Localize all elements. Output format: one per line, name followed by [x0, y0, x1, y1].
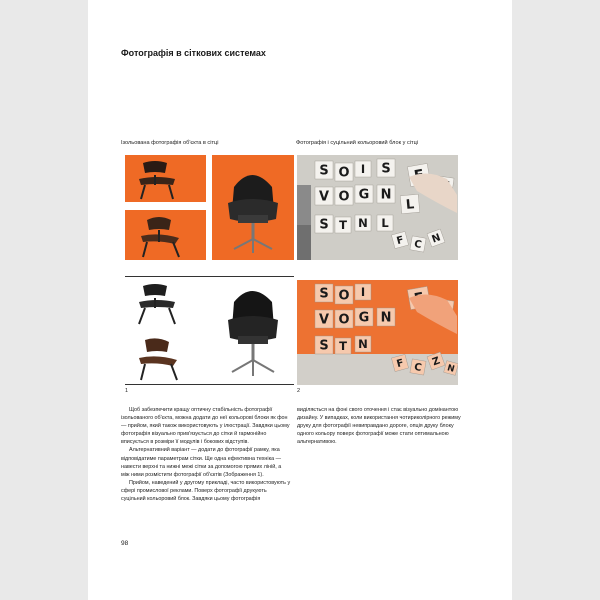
letter-tile-text: S: [319, 338, 329, 354]
letter-tile-text: Z: [431, 355, 442, 369]
dcw-chair-side-image: [125, 155, 206, 202]
letter-tile-text: O: [338, 288, 350, 304]
letter-tile-text: I: [360, 285, 366, 299]
dcw-chair-angle-image: [125, 210, 206, 260]
right-figure-caption: Фотографія і суцільний кольоровий блок у сітці: [296, 140, 419, 146]
letter-tiles-photo: [297, 155, 458, 260]
letter-tile-text: O: [338, 189, 350, 205]
letter-tile-text: L: [381, 216, 389, 230]
letter-tiles-image: [297, 155, 458, 260]
letter-tile-text: C: [413, 361, 423, 375]
letter-tile-text: S: [319, 286, 329, 302]
body-text-right-column: [297, 406, 467, 446]
letter-tile-text: N: [380, 187, 392, 203]
body-paragraph: Прийом, наведений у другому прикладі, часто використовують у сфері промислової реклами. Поверх фотографії друкують суцільний кольоровий блок. Завдяки цьому фотографія: [121, 479, 291, 503]
letter-tile-text: N: [380, 310, 392, 326]
letter-tile-text: S: [319, 217, 329, 233]
letter-tile-text: V: [318, 312, 330, 328]
body-paragraph: виділяється на фоні свого оточення і стає візуально домінантою дизайну. У випадках, коли використання чотириколірного режиму друку для фотографії невиправдано дороге, опція друку блоку одного кольору поверх фотографії може стати оптимальною альтернативою.: [297, 407, 461, 446]
dcw-chair-white-image: [125, 280, 206, 328]
dcw-chair-white-angle-image: [125, 334, 206, 382]
orange-block-chair-2: [125, 210, 206, 260]
figure-number-1: 1: [125, 388, 129, 394]
letter-tile-text: T: [339, 339, 347, 353]
orange-block-chair-1: [125, 155, 206, 202]
letter-tile-text: N: [445, 363, 456, 375]
letter-tile-text: L: [405, 197, 415, 213]
grid-top-rule: [125, 276, 294, 277]
figure-number-2: 2: [297, 388, 301, 394]
armchair-image: [212, 155, 294, 260]
armchair-white-image: [212, 280, 294, 382]
body-paragraph: Щоб забезпечити кращу оптичну стабільність фотографії ізольованого об'єкта, можна додати до неї кольорові блоки як фон — прийом, який також використовують у ілюстрації. Завдяки цьому фотографія візуально прив'язується до сітки й гармонійно вписується в розміри її модулів і бокових відступів.: [121, 407, 290, 446]
letter-tile-text: V: [318, 189, 330, 205]
orange-block-armchair: [212, 155, 294, 260]
letter-tile-text: N: [358, 216, 368, 230]
left-figure-caption: Ізольована фотографія об'єкта в сітці: [121, 140, 219, 146]
letter-tile-text: S: [319, 163, 329, 179]
white-block-armchair: [212, 280, 294, 382]
page-number: 98: [121, 540, 129, 547]
body-paragraph: Альтернативний варіант — додати до фотографії рамку, яка відповідатиме параметрам сітки. Ще одна ефективна техніка — навести верхні та нижні межі сітки за допомогою прямих ліній, а між ними розмістити фотографії об'єктів (Зображення 1).: [121, 447, 282, 478]
section-title: Фотографія в сіткових системах: [121, 48, 266, 58]
white-block-chair-2: [125, 334, 206, 382]
letter-tiles-photo-orange: [297, 280, 458, 385]
letter-tiles-orange-image: [297, 280, 458, 385]
letter-tile-text: C: [413, 238, 423, 252]
letter-tile-text: S: [381, 161, 391, 177]
letter-tile-text: O: [338, 165, 350, 181]
white-block-chair-1: [125, 280, 206, 328]
letter-tile-text: N: [358, 337, 368, 351]
letter-tile-text: F: [395, 234, 406, 248]
body-text-left-column: [121, 406, 291, 503]
letter-tile-text: F: [395, 357, 406, 371]
letter-tile-text: O: [338, 312, 350, 328]
letter-tile-text: G: [358, 310, 370, 326]
book-page: [88, 0, 512, 600]
letter-tile-text: N: [430, 232, 443, 246]
letter-tile-text: G: [358, 187, 370, 203]
letter-tile-text: T: [339, 218, 347, 232]
grid-bottom-rule: [125, 384, 294, 385]
letter-tile-text: I: [360, 162, 366, 176]
